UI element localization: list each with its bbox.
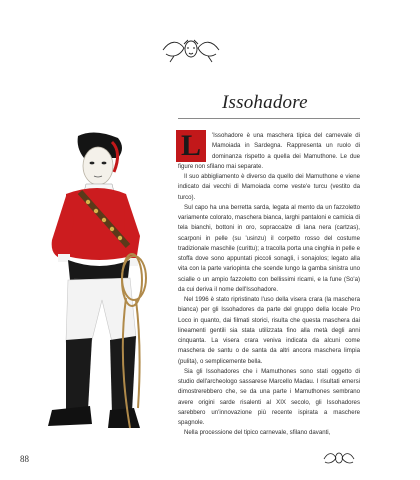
title-underline [178, 118, 360, 119]
issohadore-costume-figure [22, 128, 150, 448]
black-gaiters [66, 338, 92, 412]
paragraph: Sul capo ha una berretta sarda, legata al mento da un fazzoletto variamente colorato, maschera bianca, larghi pantaloni e camicia di tela bianchi, bottoni in oro, sopraccalze di lana nera (cartzas), scarponi in pelle (su 'usinzu) il corpetto rosso del costume tradizionale maschile (curittu); a tracolla porta una cinghia in pelle e stoffa dove sono appuntati piccoli sonagli, i sonajolos; legato alla vita con la parte variopinta che scende lungo la gamba sinistra uno scialle o un ampio fazzoletto con bellissimi ricami, e la fune (So'a) da cui deriva il nome dell'Issohadore. [178, 203, 360, 293]
body-text [178, 131, 360, 439]
drop-cap: L [176, 130, 206, 162]
white-mask [83, 147, 113, 185]
paragraph: 'Issohadore è una maschera tipica del carnevale di Mamoiada in Sardegna. Rappresenta un ruolo di dominanza rispetto a quella dei Mamuthone. Le due figure non sfilano mai separate. [178, 132, 360, 170]
page-title: Issohadore [222, 92, 308, 113]
red-jacket [66, 188, 132, 260]
paragraph: Nella processione del tipico carnevale, sfilano davanti, [184, 429, 331, 437]
page-number: 88 [20, 454, 29, 464]
paragraph: Il suo abbigliamento è diverso da quello dei Mamuthone e viene indicato dai vecchi di Mamoiada come veste'e turcu (vestito da turco). [178, 173, 360, 201]
decorative-ornament-bottom [322, 450, 356, 468]
decorative-ornament-top [160, 36, 222, 64]
paragraph: Sia gli Issohadores che i Mamuthones sono stati oggetto di studio dell'archeologo sassarese Marcello Madau. I risultati emersi dimostrerebbero che, se da una parte i Mamuthones sembrano avere origini sarde risalenti al XIX secolo, gli Issohadores sarebbero un'innovazione più recente ispirata a maschere spagnole. [178, 367, 360, 426]
paragraph: Nel 1996 è stato ripristinato l'uso della visera crara (la maschera bianca) per gli Issohadores da parte del gruppo della locale Pro Loco in quanto, dai filmati storici, risulta che questa maschera dai lineamenti gentili sia stata utilizzata fino alla metà degli anni cinquanta. La visera crara veniva indicata da alcuni come maschera de santu o de santa da altri ancora maschera limpia (pulita), o semplicemente bella. [178, 296, 360, 365]
